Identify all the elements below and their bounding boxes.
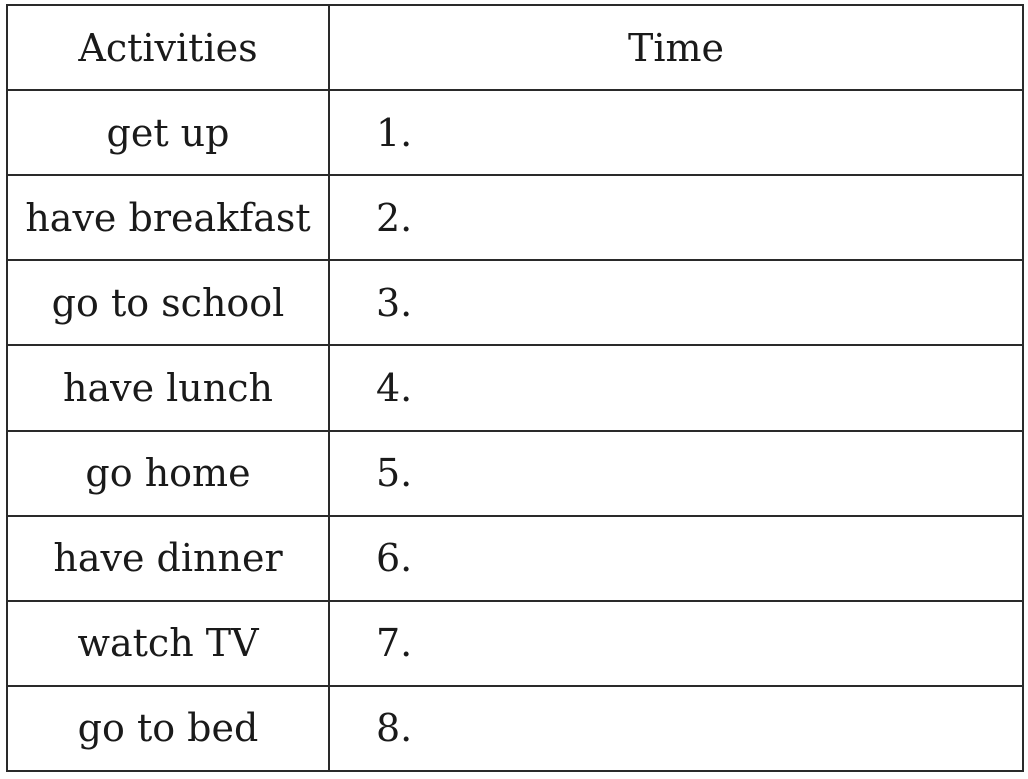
time-answer-cell[interactable]: 5.: [329, 431, 1023, 516]
table-row: [7, 516, 1023, 601]
time-answer-cell[interactable]: 3.: [329, 260, 1023, 345]
time-answer-cell[interactable]: 8.: [329, 686, 1023, 771]
activity-cell: go home: [7, 431, 329, 516]
activity-cell: go to school: [7, 260, 329, 345]
activities-time-table: [6, 4, 1024, 772]
table-row: [7, 345, 1023, 430]
table-row: [7, 175, 1023, 260]
activity-cell: have dinner: [7, 516, 329, 601]
table-row: [7, 90, 1023, 175]
time-answer-cell[interactable]: 2.: [329, 175, 1023, 260]
time-answer-cell[interactable]: 6.: [329, 516, 1023, 601]
table-row: [7, 601, 1023, 686]
activity-cell: go to bed: [7, 686, 329, 771]
worksheet: [6, 4, 1022, 772]
activity-cell: get up: [7, 90, 329, 175]
time-answer-cell[interactable]: 1.: [329, 90, 1023, 175]
table-header-row: [7, 5, 1023, 90]
activity-cell: watch TV: [7, 601, 329, 686]
time-answer-cell[interactable]: 7.: [329, 601, 1023, 686]
table-row: [7, 686, 1023, 771]
activity-cell: have breakfast: [7, 175, 329, 260]
table-row: [7, 431, 1023, 516]
time-answer-cell[interactable]: 4.: [329, 345, 1023, 430]
activity-cell: have lunch: [7, 345, 329, 430]
activities-header: Activities: [7, 5, 329, 90]
time-header: Time: [329, 5, 1023, 90]
table-row: [7, 260, 1023, 345]
